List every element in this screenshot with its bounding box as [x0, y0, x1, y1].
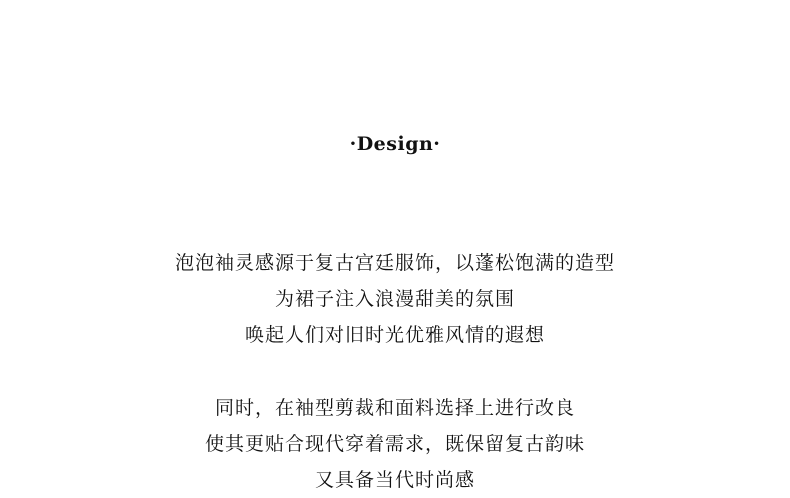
paragraph-line: 使其更贴合现代穿着需求，既保留复古韵味: [204, 433, 585, 455]
intro-paragraph: [0, 245, 790, 353]
paragraph-line: 泡泡袖灵感源于复古宫廷服饰，以蓬松饱满的造型: [174, 252, 615, 274]
design-heading: ·Design·: [349, 133, 441, 155]
paragraph-line: 同时，在袖型剪裁和面料选择上进行改良: [214, 397, 575, 419]
paragraph-line: 又具备当代时尚感: [314, 469, 475, 491]
paragraph-line: 唤起人们对旧时光优雅风情的遐想: [244, 324, 545, 346]
improvement-paragraph: [0, 390, 790, 498]
paragraph-line: 为裙子注入浪漫甜美的氛围: [274, 288, 515, 310]
